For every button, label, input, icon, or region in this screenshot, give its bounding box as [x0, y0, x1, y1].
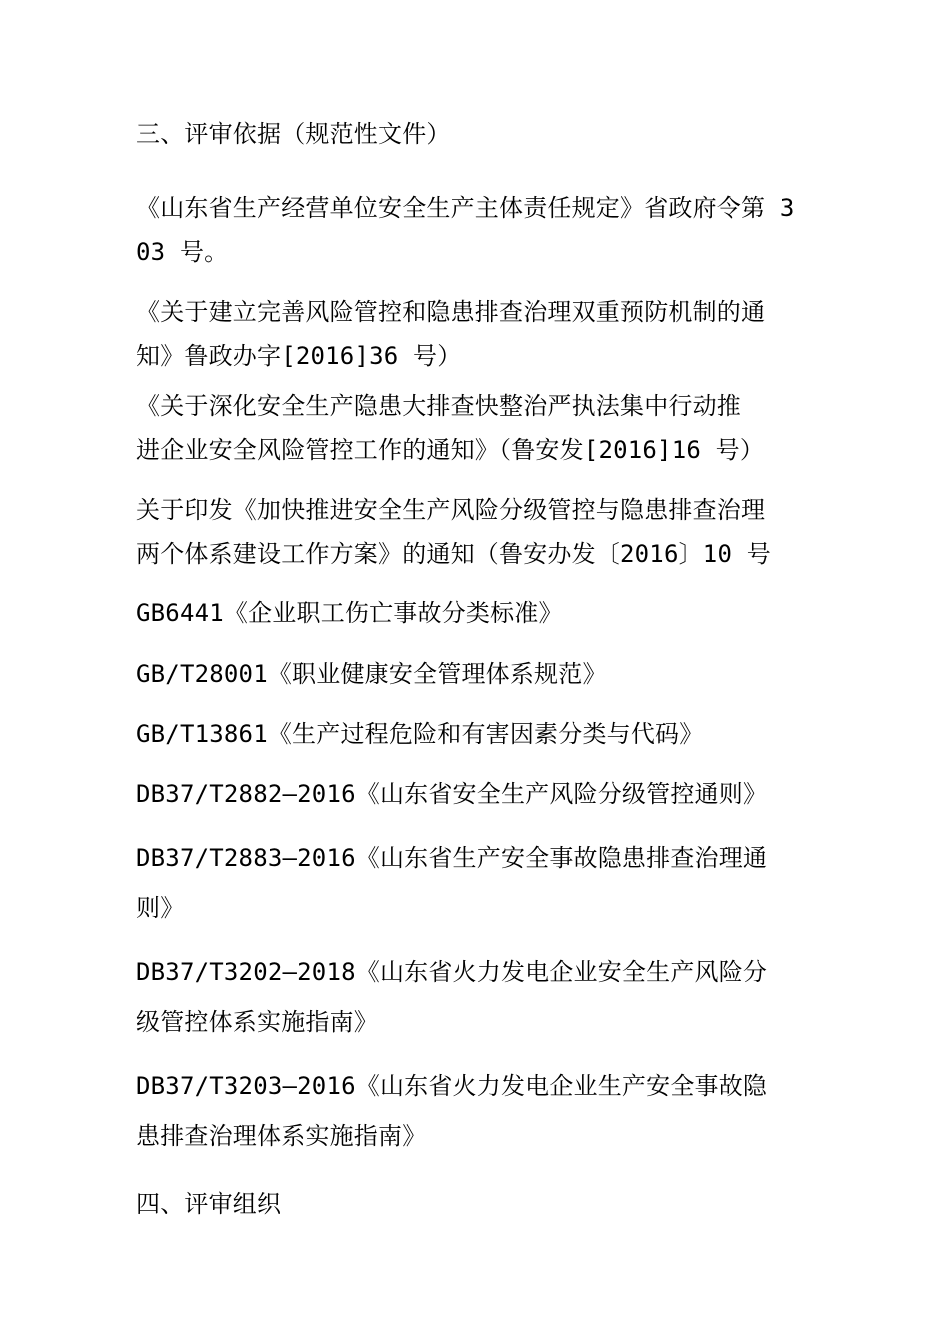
section-heading-review-organization: 四、评审组织: [136, 1190, 282, 1218]
reference-4-line-2: 两个体系建设工作方案》的通知（鲁安办发〔2016〕10 号: [136, 540, 771, 568]
reference-11-line-2: 患排查治理体系实施指南》: [136, 1122, 427, 1150]
reference-2-line-1: 《关于建立完善风险管控和隐患排查治理双重预防机制的通: [136, 298, 766, 326]
reference-3-line-1: 《关于深化安全生产隐患大排查快整治严执法集中行动推: [136, 392, 741, 420]
section-heading-review-basis: 三、评审依据（规范性文件）: [136, 120, 451, 148]
reference-4-line-1: 关于印发《加快推进安全生产风险分级管控与隐患排查治理: [136, 496, 766, 524]
reference-7: GB/T13861《生产过程危险和有害因素分类与代码》: [136, 720, 704, 748]
reference-11-line-1: DB37/T3203—2016《山东省火力发电企业生产安全事故隐: [136, 1072, 768, 1100]
reference-5: GB6441《企业职工伤亡事故分类标准》: [136, 599, 563, 627]
reference-1-line-2: 03 号。: [136, 238, 229, 266]
reference-8: DB37/T2882—2016《山东省安全生产风险分级管控通则》: [136, 780, 768, 808]
reference-9-line-1: DB37/T2883—2016《山东省生产安全事故隐患排查治理通: [136, 844, 768, 872]
reference-1-line-1: 《山东省生产经营单位安全生产主体责任规定》省政府令第 3: [136, 194, 795, 222]
reference-9-line-2: 则》: [136, 894, 185, 922]
reference-10-line-1: DB37/T3202—2018《山东省火力发电企业安全生产风险分: [136, 958, 768, 986]
reference-6: GB/T28001《职业健康安全管理体系规范》: [136, 660, 607, 688]
reference-10-line-2: 级管控体系实施指南》: [136, 1008, 378, 1036]
reference-2-line-2: 知》鲁政办字[2016]36 号）: [136, 342, 462, 370]
reference-3-line-2: 进企业安全风险管控工作的通知》（鲁安发[2016]16 号）: [136, 436, 765, 464]
